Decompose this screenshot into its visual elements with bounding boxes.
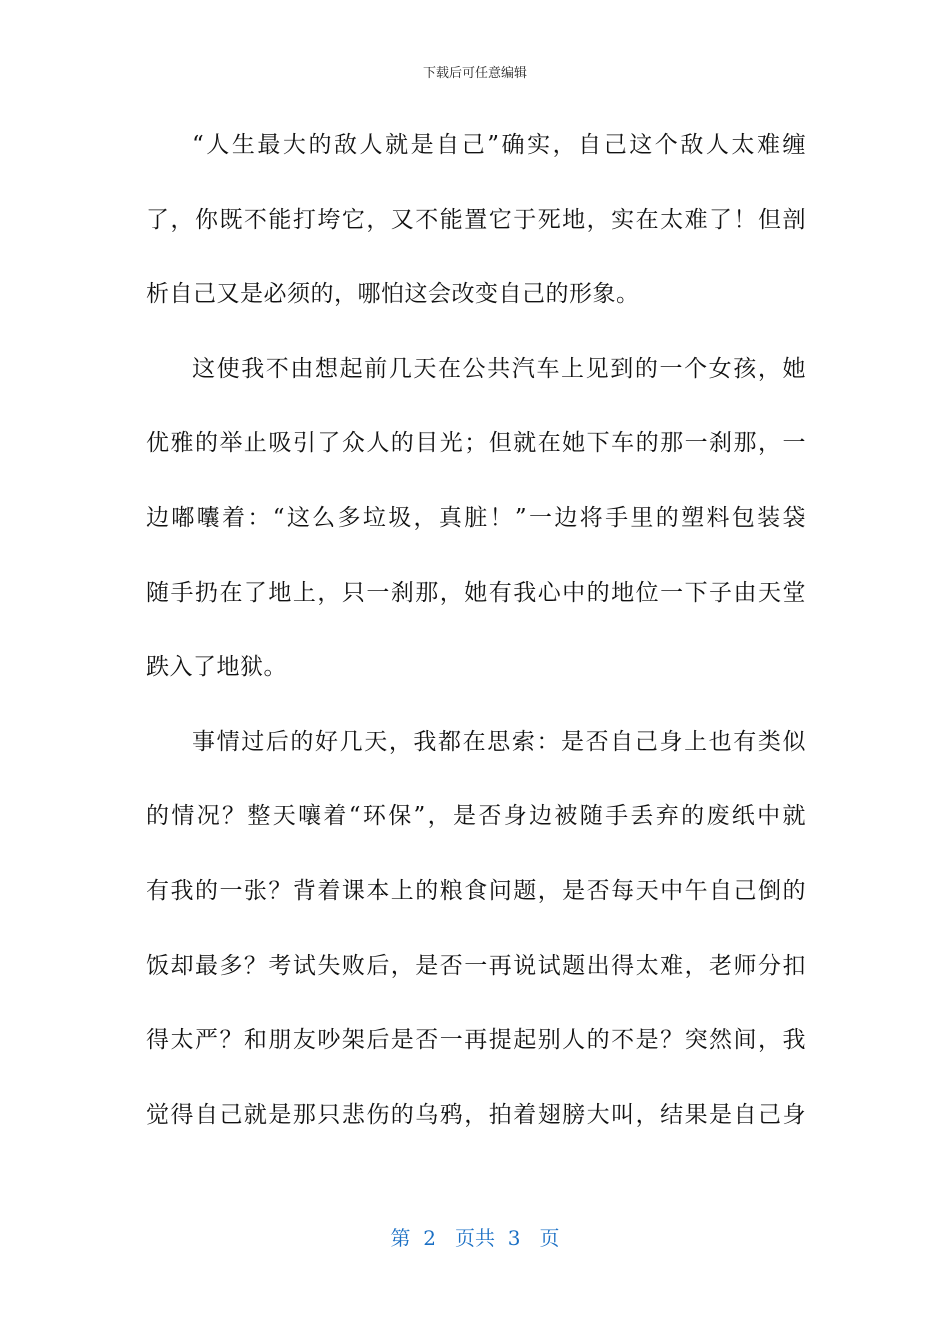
paragraph-line: 得太严？和朋友吵架后是否一再提起别人的不是？突然间，我 <box>146 1027 806 1054</box>
page-number-footer <box>0 1226 950 1250</box>
paragraph-line: 这使我不由想起前几天在公共汽车上见到的一个女孩，她 <box>192 355 806 382</box>
paragraph-line: 饭却最多？考试失败后，是否一再说试题出得太难，老师分扣 <box>146 952 806 979</box>
paragraph-line: 事情过后的好几天，我都在思索：是否自己身上也有类似 <box>192 728 806 755</box>
footer-middle: 页共 <box>455 1226 495 1250</box>
footer-suffix: 页 <box>539 1226 560 1250</box>
footer-prefix: 第 <box>390 1226 411 1250</box>
footer-current-page: 2 <box>423 1226 436 1250</box>
paragraph-line: 优雅的举止吸引了众人的目光；但就在她下车的那一刹那，一 <box>146 430 806 457</box>
page-header: 下载后可任意编辑 <box>422 66 527 81</box>
paragraph-line: 边嘟囔着：“这么多垃圾，真脏！”一边将手里的塑料包装袋 <box>146 504 806 531</box>
paragraph-line: 觉得自己就是那只悲伤的乌鸦，拍着翅膀大叫，结果是自己身 <box>146 1101 806 1128</box>
paragraph-line: 了，你既不能打垮它，又不能置它于死地，实在太难了！但剖 <box>146 206 806 233</box>
paragraph-line: “人生最大的敌人就是自己”确实，自己这个敌人太难缠 <box>192 132 806 158</box>
footer-total-pages: 3 <box>507 1226 521 1250</box>
paragraph-line: 跌入了地狱。 <box>146 654 287 681</box>
paragraph-line: 有我的一张？背着课本上的粮食问题，是否每天中午自己倒的 <box>146 877 806 904</box>
paragraph-line: 随手扔在了地上，只一刹那，她有我心中的地位一下子由天堂 <box>146 579 806 606</box>
document-body <box>146 127 806 1171</box>
paragraph-line: 的情况？整天嚷着“环保”，是否身边被随手丢弃的废纸中就 <box>146 803 806 830</box>
paragraph-line: 析自己又是必须的，哪怕这会改变自己的形象。 <box>146 281 640 308</box>
